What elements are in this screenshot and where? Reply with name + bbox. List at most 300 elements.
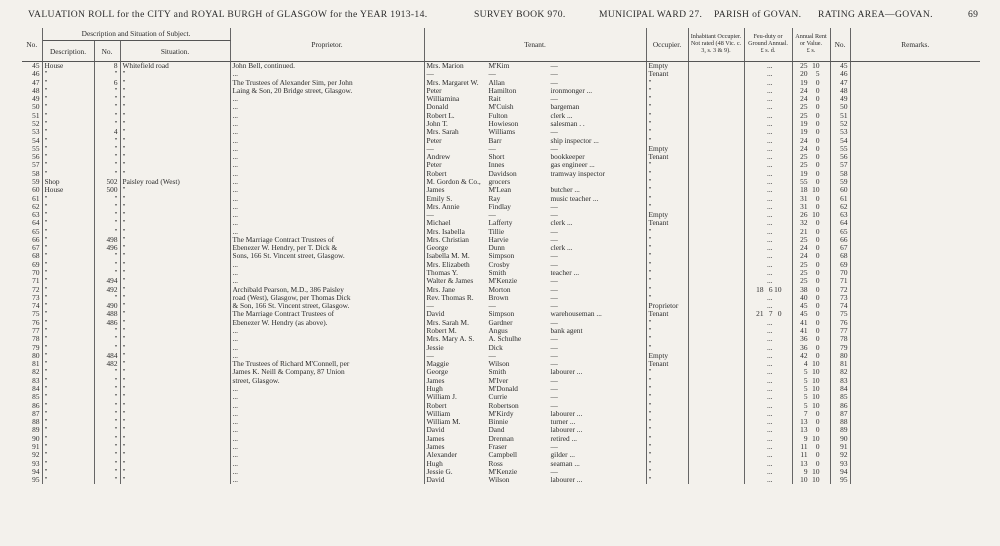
row-feu-duty: [744, 385, 792, 393]
row-proprietor: ...: [230, 426, 424, 434]
tenant-first-name: Peter: [426, 86, 442, 95]
row-situation: [120, 368, 230, 376]
row-situation: [120, 443, 230, 451]
rent-shillings: 0: [815, 128, 820, 137]
row-number: 79: [22, 344, 42, 352]
row-feu-duty: [744, 170, 792, 178]
row-proprietor: ...: [230, 335, 424, 343]
row-number-right: 85: [830, 393, 850, 401]
rent-pounds: 24: [800, 252, 808, 261]
row-house-number: ": [94, 103, 120, 111]
row-situation: [120, 62, 230, 71]
row-feu-duty: [744, 410, 792, 418]
situation-text: ": [122, 426, 126, 435]
tenant-occupation: —: [550, 227, 558, 236]
row-feu-duty: [744, 426, 792, 434]
row-situation: [120, 302, 230, 310]
situation-text: ": [122, 252, 126, 261]
row-number: 65: [22, 228, 42, 236]
row-feu-duty: [744, 451, 792, 459]
tenant-first-name: Hugh: [426, 459, 443, 468]
rent-pounds: 24: [800, 95, 808, 104]
row-feu-duty: [744, 368, 792, 376]
col-header-no-right: No.: [830, 28, 850, 62]
tenant-last-name: Currie: [488, 393, 508, 402]
table-row: [22, 252, 980, 260]
row-number-right: 91: [830, 443, 850, 451]
feu-placeholder: ...: [766, 269, 773, 278]
tenant-first-name: Mrs. Elizabeth: [426, 260, 470, 269]
tenant-first-name: Walter & James: [426, 277, 474, 286]
row-tenant: [424, 62, 646, 71]
row-description: ": [42, 468, 94, 476]
table-row: [22, 244, 980, 252]
row-inhabitant-occupier: [688, 137, 744, 145]
tenant-first-name: James: [426, 442, 445, 451]
row-situation: [120, 319, 230, 327]
row-number-right: 95: [830, 476, 850, 484]
col-header-inhabitant-occupier: Inhabitant Occupier. Not rated (48 Vic. c. 3, s. 3 & 9).: [688, 28, 744, 62]
tenant-first-name: Alexander: [426, 451, 458, 460]
row-number-right: 94: [830, 468, 850, 476]
situation-text: ": [122, 393, 126, 402]
rent-pounds: 26: [800, 211, 808, 220]
tenant-first-name: Jessie: [426, 343, 444, 352]
row-inhabitant-occupier: [688, 460, 744, 468]
row-number-right: 57: [830, 161, 850, 169]
row-annual-rent: [792, 468, 830, 476]
table-row: [22, 269, 980, 277]
feu-duty-units: £ s. d.: [760, 46, 776, 54]
row-number: 70: [22, 269, 42, 277]
row-feu-duty: [744, 178, 792, 186]
row-remarks: [850, 79, 980, 87]
row-occupier: ": [646, 335, 688, 343]
row-situation: [120, 344, 230, 352]
feu-placeholder: ...: [766, 169, 773, 178]
row-tenant: [424, 269, 646, 277]
tenant-last-name: Short: [488, 153, 505, 162]
row-annual-rent: [792, 335, 830, 343]
row-feu-duty: [744, 302, 792, 310]
row-inhabitant-occupier: [688, 294, 744, 302]
tenant-last-name: M'Kirdy: [488, 409, 514, 418]
row-occupier: ": [646, 443, 688, 451]
situation-text: ": [122, 78, 126, 87]
rent-shillings: 0: [815, 302, 820, 311]
row-number: 52: [22, 120, 42, 128]
row-number-right: 47: [830, 79, 850, 87]
tenant-first-name: George: [426, 368, 448, 377]
row-description: ": [42, 219, 94, 227]
row-annual-rent: [792, 128, 830, 136]
row-inhabitant-occupier: [688, 269, 744, 277]
row-number: 48: [22, 87, 42, 95]
rent-pounds: 5: [803, 376, 808, 385]
row-tenant: [424, 344, 646, 352]
row-annual-rent: [792, 360, 830, 368]
row-tenant: [424, 451, 646, 459]
row-proprietor: ...: [230, 410, 424, 418]
tenant-last-name: grocers: [488, 177, 511, 186]
row-tenant: [424, 211, 646, 219]
row-house-number: ": [94, 418, 120, 426]
row-description: ": [42, 319, 94, 327]
feu-placeholder: ...: [766, 384, 773, 393]
tenant-occupation: warehouseman ...: [550, 310, 602, 319]
row-inhabitant-occupier: [688, 377, 744, 385]
row-remarks: [850, 236, 980, 244]
tenant-first-name: —: [426, 211, 434, 220]
row-number: 73: [22, 294, 42, 302]
row-occupier: ": [646, 385, 688, 393]
row-annual-rent: [792, 120, 830, 128]
table-row: [22, 460, 980, 468]
row-number-right: 78: [830, 335, 850, 343]
row-remarks: [850, 426, 980, 434]
rent-pounds: 31: [800, 194, 808, 203]
row-number: 78: [22, 335, 42, 343]
tenant-occupation: —: [550, 144, 558, 153]
row-occupier: ": [646, 402, 688, 410]
feu-placeholder: ...: [766, 144, 773, 153]
row-feu-duty: [744, 87, 792, 95]
row-house-number: ": [94, 95, 120, 103]
row-situation: [120, 103, 230, 111]
tenant-last-name: A. Schulhe: [488, 335, 522, 344]
row-proprietor: ...: [230, 402, 424, 410]
row-proprietor: road (West), Glasgow, per Thomas Dick: [230, 294, 424, 302]
row-remarks: [850, 228, 980, 236]
row-annual-rent: [792, 277, 830, 285]
row-number: 56: [22, 153, 42, 161]
tenant-first-name: James: [426, 186, 445, 195]
row-situation: [120, 360, 230, 368]
row-tenant: [424, 460, 646, 468]
row-tenant: [424, 195, 646, 203]
row-inhabitant-occupier: [688, 219, 744, 227]
tenant-last-name: Smith: [488, 368, 507, 377]
table-row: [22, 393, 980, 401]
table-row: [22, 435, 980, 443]
row-house-number: ": [94, 393, 120, 401]
tenant-last-name: Simpson: [488, 310, 515, 319]
rating-area: RATING AREA—GOVAN.: [818, 9, 933, 20]
tenant-occupation: clerk ...: [550, 219, 573, 228]
situation-text: ": [122, 128, 126, 137]
row-occupier: ": [646, 418, 688, 426]
row-inhabitant-occupier: [688, 186, 744, 194]
row-number-right: 51: [830, 112, 850, 120]
tenant-occupation: —: [550, 95, 558, 104]
row-situation: [120, 195, 230, 203]
row-description: ": [42, 137, 94, 145]
row-house-number: ": [94, 368, 120, 376]
tenant-last-name: Harvie: [488, 235, 509, 244]
tenant-last-name: M'Donald: [488, 384, 518, 393]
rent-pounds: 13: [800, 426, 808, 435]
row-house-number: 484: [94, 352, 120, 360]
row-occupier: ": [646, 368, 688, 376]
row-number: 67: [22, 244, 42, 252]
situation-text: ": [122, 343, 126, 352]
tenant-last-name: Innes: [488, 161, 505, 170]
row-occupier: ": [646, 203, 688, 211]
row-proprietor: Sons, 166 St. Vincent street, Glasgow.: [230, 252, 424, 260]
row-occupier: ": [646, 128, 688, 136]
row-occupier: ": [646, 228, 688, 236]
feu-placeholder: ...: [766, 335, 773, 344]
row-feu-duty: [744, 203, 792, 211]
row-tenant: [424, 310, 646, 318]
row-annual-rent: [792, 385, 830, 393]
situation-text: ": [122, 277, 126, 286]
row-number-right: 74: [830, 302, 850, 310]
row-situation: [120, 451, 230, 459]
row-description: ": [42, 153, 94, 161]
row-remarks: [850, 261, 980, 269]
row-remarks: [850, 385, 980, 393]
row-house-number: ": [94, 161, 120, 169]
row-number-right: 45: [830, 62, 850, 71]
row-number: 55: [22, 145, 42, 153]
tenant-first-name: Andrew: [426, 153, 451, 162]
row-description: ": [42, 211, 94, 219]
row-description: ": [42, 228, 94, 236]
feu-placeholder: ...: [766, 177, 773, 186]
row-proprietor: ...: [230, 211, 424, 219]
situation-text: ": [122, 293, 126, 302]
table-row: [22, 203, 980, 211]
table-row: [22, 128, 980, 136]
rent-shillings: 10: [812, 211, 820, 220]
situation-text: ": [122, 368, 126, 377]
row-tenant: [424, 426, 646, 434]
feu-shillings: 6: [768, 285, 773, 294]
rent-shillings: 0: [815, 219, 820, 228]
row-inhabitant-occupier: [688, 128, 744, 136]
row-feu-duty: [744, 145, 792, 153]
row-annual-rent: [792, 87, 830, 95]
row-inhabitant-occupier: [688, 103, 744, 111]
row-situation: [120, 393, 230, 401]
tenant-occupation: butcher ...: [550, 186, 580, 195]
row-number-right: 93: [830, 460, 850, 468]
row-number-right: 52: [830, 120, 850, 128]
row-occupier: ": [646, 451, 688, 459]
feu-placeholder: ...: [766, 227, 773, 236]
row-proprietor: ...: [230, 261, 424, 269]
tenant-occupation: —: [550, 318, 558, 327]
tenant-last-name: Brown: [488, 293, 509, 302]
row-annual-rent: [792, 286, 830, 294]
situation-text: ": [122, 70, 126, 79]
row-inhabitant-occupier: [688, 476, 744, 484]
row-inhabitant-occupier: [688, 112, 744, 120]
tenant-first-name: Donald: [426, 103, 449, 112]
situation-text: ": [122, 327, 126, 335]
row-number-right: 86: [830, 402, 850, 410]
rent-shillings: 0: [815, 451, 820, 460]
tenant-first-name: Rev. Thomas R.: [426, 293, 474, 302]
row-feu-duty: [744, 327, 792, 335]
feu-placeholder: ...: [766, 136, 773, 145]
row-number: 45: [22, 62, 42, 71]
row-number-right: 89: [830, 426, 850, 434]
rent-pounds: 36: [800, 343, 808, 352]
row-annual-rent: [792, 236, 830, 244]
situation-text: ": [122, 194, 126, 203]
row-description: ": [42, 87, 94, 95]
feu-placeholder: ...: [766, 277, 773, 286]
row-number: 74: [22, 302, 42, 310]
row-proprietor: ...: [230, 153, 424, 161]
row-inhabitant-occupier: [688, 178, 744, 186]
page-number: 69: [968, 9, 979, 20]
tenant-first-name: William: [426, 409, 451, 418]
row-house-number: 492: [94, 286, 120, 294]
row-tenant: [424, 319, 646, 327]
row-proprietor: Archibald Pearson, M.D., 386 Paisley: [230, 286, 424, 294]
row-description: ": [42, 103, 94, 111]
row-proprietor: & Son, 166 St. Vincent street, Glasgow.: [230, 302, 424, 310]
row-proprietor: John Bell, continued.: [230, 62, 424, 71]
row-house-number: 500: [94, 186, 120, 194]
row-number-right: 73: [830, 294, 850, 302]
feu-placeholder: ...: [766, 252, 773, 261]
tenant-first-name: Robert M.: [426, 327, 457, 335]
row-inhabitant-occupier: [688, 203, 744, 211]
rent-shillings: 0: [815, 318, 820, 327]
row-number: 58: [22, 170, 42, 178]
row-situation: [120, 178, 230, 186]
rent-shillings: 0: [815, 442, 820, 451]
feu-pence: 10: [774, 285, 782, 294]
row-tenant: [424, 87, 646, 95]
row-tenant: [424, 261, 646, 269]
table-row: [22, 87, 980, 95]
row-description: ": [42, 70, 94, 78]
row-number: 71: [22, 277, 42, 285]
rent-pounds: 32: [800, 219, 808, 228]
row-tenant: [424, 120, 646, 128]
row-number-right: 46: [830, 70, 850, 78]
row-annual-rent: [792, 252, 830, 260]
row-description: House: [42, 186, 94, 194]
row-number-right: 59: [830, 178, 850, 186]
row-inhabitant-occupier: [688, 385, 744, 393]
tenant-occupation: —: [550, 401, 558, 410]
row-description: ": [42, 236, 94, 244]
rent-shillings: 10: [812, 476, 820, 485]
rent-shillings: 10: [812, 186, 820, 195]
row-occupier: ": [646, 186, 688, 194]
row-house-number: ": [94, 460, 120, 468]
tenant-last-name: Fulton: [488, 111, 508, 120]
row-proprietor: ...: [230, 443, 424, 451]
table-row: [22, 95, 980, 103]
row-number-right: 69: [830, 261, 850, 269]
row-situation: [120, 236, 230, 244]
row-inhabitant-occupier: [688, 319, 744, 327]
row-number: 91: [22, 443, 42, 451]
col-header-number: No.: [94, 41, 120, 62]
table-row: [22, 410, 980, 418]
row-number-right: 50: [830, 103, 850, 111]
situation-text: ": [122, 401, 126, 410]
row-proprietor: ...: [230, 352, 424, 360]
row-proprietor: ...: [230, 95, 424, 103]
rent-pounds: 25: [800, 260, 808, 269]
row-situation: [120, 418, 230, 426]
rent-shillings: 5: [815, 70, 820, 79]
table-row: [22, 294, 980, 302]
tenant-last-name: —: [488, 70, 496, 79]
rent-shillings: 10: [812, 376, 820, 385]
row-annual-rent: [792, 352, 830, 360]
table-row: [22, 344, 980, 352]
tenant-occupation: gas engineer ...: [550, 161, 595, 170]
row-annual-rent: [792, 327, 830, 335]
situation-text: ": [122, 186, 126, 195]
feu-placeholder: ...: [766, 343, 773, 352]
row-situation: [120, 294, 230, 302]
rent-shillings: 0: [815, 119, 820, 128]
row-inhabitant-occupier: [688, 302, 744, 310]
row-number: 80: [22, 352, 42, 360]
feu-placeholder: ...: [766, 302, 773, 311]
situation-text: ": [122, 351, 126, 360]
row-feu-duty: [744, 252, 792, 260]
row-remarks: [850, 418, 980, 426]
tenant-last-name: Drennan: [488, 434, 514, 443]
row-remarks: [850, 95, 980, 103]
tenant-occupation: retired ...: [550, 434, 578, 443]
row-number-right: 54: [830, 137, 850, 145]
tenant-last-name: Howieson: [488, 119, 519, 128]
tenant-first-name: Peter: [426, 161, 442, 170]
row-situation: [120, 203, 230, 211]
rent-pounds: 19: [800, 128, 808, 137]
row-feu-duty: [744, 476, 792, 484]
table-row: [22, 476, 980, 484]
table-row: [22, 302, 980, 310]
tenant-last-name: Williams: [488, 128, 516, 137]
feu-placeholder: ...: [766, 95, 773, 104]
row-annual-rent: [792, 103, 830, 111]
row-annual-rent: [792, 219, 830, 227]
tenant-last-name: Angus: [488, 327, 508, 335]
table-row: [22, 211, 980, 219]
row-description: ": [42, 145, 94, 153]
tenant-occupation: gilder ...: [550, 451, 575, 460]
row-feu-duty: [744, 360, 792, 368]
situation-text: ": [122, 211, 126, 220]
table-row: [22, 178, 980, 186]
row-number-right: 56: [830, 153, 850, 161]
row-remarks: [850, 410, 980, 418]
tenant-last-name: Allan: [488, 78, 505, 87]
row-occupier: ": [646, 476, 688, 484]
tenant-occupation: —: [550, 393, 558, 402]
row-remarks: [850, 352, 980, 360]
row-occupier: Tenant: [646, 70, 688, 78]
tenant-first-name: Mrs. Sarah M.: [426, 318, 469, 327]
row-feu-duty: [744, 468, 792, 476]
tenant-occupation: —: [550, 128, 558, 137]
tenant-occupation: —: [550, 467, 558, 476]
row-inhabitant-occupier: [688, 161, 744, 169]
